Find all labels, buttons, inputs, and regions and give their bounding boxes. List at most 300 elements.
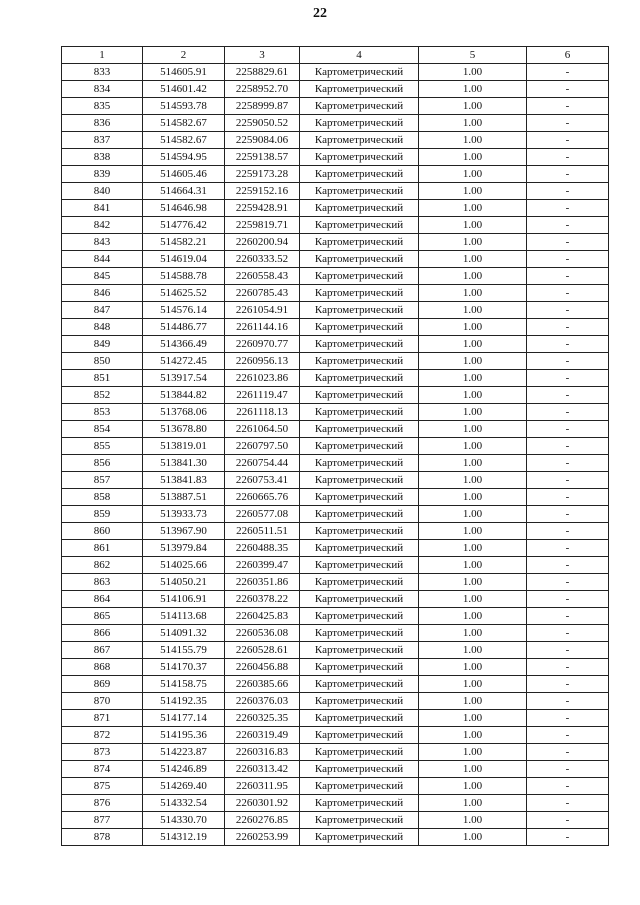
table-row — [62, 200, 609, 217]
table-row — [62, 574, 609, 591]
note-cell: - — [527, 574, 609, 591]
table-row — [62, 438, 609, 455]
method-cell: Картометрический — [300, 319, 419, 336]
note-cell: - — [527, 268, 609, 285]
method-cell: Картометрический — [300, 421, 419, 438]
method-cell: Картометрический — [300, 336, 419, 353]
point-number-cell: 864 — [62, 591, 143, 608]
x-coordinate-cell: 514588.78 — [143, 268, 225, 285]
table-row — [62, 217, 609, 234]
accuracy-cell: 1.00 — [419, 387, 527, 404]
accuracy-cell: 1.00 — [419, 727, 527, 744]
method-cell: Картометрический — [300, 625, 419, 642]
y-coordinate-cell: 2260325.35 — [225, 710, 300, 727]
point-number-cell: 854 — [62, 421, 143, 438]
table-row — [62, 132, 609, 149]
note-cell: - — [527, 744, 609, 761]
y-coordinate-cell: 2260276.85 — [225, 812, 300, 829]
y-coordinate-cell: 2260319.49 — [225, 727, 300, 744]
table-row — [62, 540, 609, 557]
note-cell: - — [527, 319, 609, 336]
point-number-cell: 876 — [62, 795, 143, 812]
y-coordinate-cell: 2260313.42 — [225, 761, 300, 778]
x-coordinate-cell: 513678.80 — [143, 421, 225, 438]
note-cell: - — [527, 421, 609, 438]
x-coordinate-cell: 513768.06 — [143, 404, 225, 421]
method-cell: Картометрический — [300, 285, 419, 302]
note-cell: - — [527, 812, 609, 829]
y-coordinate-cell: 2261054.91 — [225, 302, 300, 319]
method-cell: Картометрический — [300, 438, 419, 455]
x-coordinate-cell: 514106.91 — [143, 591, 225, 608]
y-coordinate-cell: 2258952.70 — [225, 81, 300, 98]
x-coordinate-cell: 514582.67 — [143, 115, 225, 132]
accuracy-cell: 1.00 — [419, 132, 527, 149]
table-row — [62, 370, 609, 387]
y-coordinate-cell: 2259050.52 — [225, 115, 300, 132]
column-header: 3 — [225, 47, 300, 64]
note-cell: - — [527, 404, 609, 421]
method-cell: Картометрический — [300, 744, 419, 761]
note-cell: - — [527, 727, 609, 744]
note-cell: - — [527, 506, 609, 523]
method-cell: Картометрический — [300, 302, 419, 319]
method-cell: Картометрический — [300, 132, 419, 149]
accuracy-cell: 1.00 — [419, 336, 527, 353]
point-number-cell: 859 — [62, 506, 143, 523]
x-coordinate-cell: 514582.21 — [143, 234, 225, 251]
x-coordinate-cell: 514158.75 — [143, 676, 225, 693]
column-header: 2 — [143, 47, 225, 64]
note-cell: - — [527, 676, 609, 693]
table-row — [62, 472, 609, 489]
y-coordinate-cell: 2260378.22 — [225, 591, 300, 608]
point-number-cell: 838 — [62, 149, 143, 166]
x-coordinate-cell: 514594.95 — [143, 149, 225, 166]
method-cell: Картометрический — [300, 778, 419, 795]
x-coordinate-cell: 514025.66 — [143, 557, 225, 574]
table-row — [62, 336, 609, 353]
y-coordinate-cell: 2260311.95 — [225, 778, 300, 795]
point-number-cell: 866 — [62, 625, 143, 642]
note-cell: - — [527, 98, 609, 115]
method-cell: Картометрический — [300, 404, 419, 421]
point-number-cell: 861 — [62, 540, 143, 557]
method-cell: Картометрический — [300, 98, 419, 115]
method-cell: Картометрический — [300, 489, 419, 506]
y-coordinate-cell: 2261023.86 — [225, 370, 300, 387]
method-cell: Картометрический — [300, 693, 419, 710]
table-row — [62, 506, 609, 523]
table-row — [62, 829, 609, 846]
point-number-cell: 839 — [62, 166, 143, 183]
note-cell: - — [527, 353, 609, 370]
method-cell: Картометрический — [300, 183, 419, 200]
method-cell: Картометрический — [300, 472, 419, 489]
note-cell: - — [527, 710, 609, 727]
table-row — [62, 234, 609, 251]
accuracy-cell: 1.00 — [419, 693, 527, 710]
y-coordinate-cell: 2260316.83 — [225, 744, 300, 761]
y-coordinate-cell: 2260785.43 — [225, 285, 300, 302]
accuracy-cell: 1.00 — [419, 574, 527, 591]
point-number-cell: 836 — [62, 115, 143, 132]
table-row — [62, 625, 609, 642]
note-cell: - — [527, 489, 609, 506]
y-coordinate-cell: 2260385.66 — [225, 676, 300, 693]
accuracy-cell: 1.00 — [419, 557, 527, 574]
point-number-cell: 850 — [62, 353, 143, 370]
note-cell: - — [527, 132, 609, 149]
method-cell: Картометрический — [300, 217, 419, 234]
x-coordinate-cell: 514091.32 — [143, 625, 225, 642]
y-coordinate-cell: 2261144.16 — [225, 319, 300, 336]
coordinates-table — [61, 46, 609, 846]
method-cell: Картометрический — [300, 115, 419, 132]
accuracy-cell: 1.00 — [419, 591, 527, 608]
table-row — [62, 710, 609, 727]
table-row — [62, 302, 609, 319]
note-cell: - — [527, 455, 609, 472]
method-cell: Картометрический — [300, 234, 419, 251]
point-number-cell: 847 — [62, 302, 143, 319]
accuracy-cell: 1.00 — [419, 285, 527, 302]
method-cell: Картометрический — [300, 812, 419, 829]
y-coordinate-cell: 2260425.83 — [225, 608, 300, 625]
table-row — [62, 693, 609, 710]
table-row — [62, 557, 609, 574]
table-row — [62, 353, 609, 370]
note-cell: - — [527, 370, 609, 387]
method-cell: Картометрический — [300, 387, 419, 404]
x-coordinate-cell: 513841.83 — [143, 472, 225, 489]
note-cell: - — [527, 523, 609, 540]
note-cell: - — [527, 693, 609, 710]
accuracy-cell: 1.00 — [419, 812, 527, 829]
note-cell: - — [527, 81, 609, 98]
method-cell: Картометрический — [300, 557, 419, 574]
table-row — [62, 523, 609, 540]
accuracy-cell: 1.00 — [419, 744, 527, 761]
accuracy-cell: 1.00 — [419, 217, 527, 234]
accuracy-cell: 1.00 — [419, 81, 527, 98]
accuracy-cell: 1.00 — [419, 302, 527, 319]
y-coordinate-cell: 2261118.13 — [225, 404, 300, 421]
x-coordinate-cell: 514223.87 — [143, 744, 225, 761]
method-cell: Картометрический — [300, 251, 419, 268]
column-header: 1 — [62, 47, 143, 64]
note-cell: - — [527, 302, 609, 319]
table-row — [62, 421, 609, 438]
table-row — [62, 608, 609, 625]
method-cell: Картометрический — [300, 268, 419, 285]
column-header: 5 — [419, 47, 527, 64]
x-coordinate-cell: 514605.46 — [143, 166, 225, 183]
y-coordinate-cell: 2259138.57 — [225, 149, 300, 166]
note-cell: - — [527, 472, 609, 489]
x-coordinate-cell: 513844.82 — [143, 387, 225, 404]
accuracy-cell: 1.00 — [419, 472, 527, 489]
accuracy-cell: 1.00 — [419, 149, 527, 166]
accuracy-cell: 1.00 — [419, 421, 527, 438]
point-number-cell: 857 — [62, 472, 143, 489]
point-number-cell: 860 — [62, 523, 143, 540]
y-coordinate-cell: 2260301.92 — [225, 795, 300, 812]
accuracy-cell: 1.00 — [419, 64, 527, 81]
note-cell: - — [527, 659, 609, 676]
accuracy-cell: 1.00 — [419, 438, 527, 455]
note-cell: - — [527, 591, 609, 608]
table-row — [62, 149, 609, 166]
method-cell: Картометрический — [300, 64, 419, 81]
note-cell: - — [527, 234, 609, 251]
point-number-cell: 868 — [62, 659, 143, 676]
point-number-cell: 863 — [62, 574, 143, 591]
accuracy-cell: 1.00 — [419, 540, 527, 557]
x-coordinate-cell: 513979.84 — [143, 540, 225, 557]
x-coordinate-cell: 514619.04 — [143, 251, 225, 268]
accuracy-cell: 1.00 — [419, 659, 527, 676]
y-coordinate-cell: 2260558.43 — [225, 268, 300, 285]
point-number-cell: 846 — [62, 285, 143, 302]
y-coordinate-cell: 2260399.47 — [225, 557, 300, 574]
x-coordinate-cell: 514272.45 — [143, 353, 225, 370]
y-coordinate-cell: 2260200.94 — [225, 234, 300, 251]
y-coordinate-cell: 2259152.16 — [225, 183, 300, 200]
x-coordinate-cell: 514601.42 — [143, 81, 225, 98]
y-coordinate-cell: 2260754.44 — [225, 455, 300, 472]
method-cell: Картометрический — [300, 540, 419, 557]
point-number-cell: 862 — [62, 557, 143, 574]
table-row — [62, 404, 609, 421]
y-coordinate-cell: 2260956.13 — [225, 353, 300, 370]
x-coordinate-cell: 514155.79 — [143, 642, 225, 659]
accuracy-cell: 1.00 — [419, 183, 527, 200]
note-cell: - — [527, 540, 609, 557]
note-cell: - — [527, 251, 609, 268]
table-header — [62, 47, 609, 64]
point-number-cell: 845 — [62, 268, 143, 285]
x-coordinate-cell: 514246.89 — [143, 761, 225, 778]
accuracy-cell: 1.00 — [419, 710, 527, 727]
x-coordinate-cell: 514192.35 — [143, 693, 225, 710]
point-number-cell: 869 — [62, 676, 143, 693]
method-cell: Картометрический — [300, 166, 419, 183]
note-cell: - — [527, 64, 609, 81]
point-number-cell: 865 — [62, 608, 143, 625]
point-number-cell: 856 — [62, 455, 143, 472]
table-row — [62, 455, 609, 472]
accuracy-cell: 1.00 — [419, 353, 527, 370]
y-coordinate-cell: 2259819.71 — [225, 217, 300, 234]
y-coordinate-cell: 2261064.50 — [225, 421, 300, 438]
point-number-cell: 855 — [62, 438, 143, 455]
point-number-cell: 875 — [62, 778, 143, 795]
accuracy-cell: 1.00 — [419, 795, 527, 812]
y-coordinate-cell: 2260333.52 — [225, 251, 300, 268]
y-coordinate-cell: 2259084.06 — [225, 132, 300, 149]
point-number-cell: 871 — [62, 710, 143, 727]
note-cell: - — [527, 438, 609, 455]
method-cell: Картометрический — [300, 523, 419, 540]
x-coordinate-cell: 514050.21 — [143, 574, 225, 591]
accuracy-cell: 1.00 — [419, 98, 527, 115]
point-number-cell: 873 — [62, 744, 143, 761]
x-coordinate-cell: 514113.68 — [143, 608, 225, 625]
table-row — [62, 251, 609, 268]
method-cell: Картометрический — [300, 149, 419, 166]
point-number-cell: 878 — [62, 829, 143, 846]
y-coordinate-cell: 2258829.61 — [225, 64, 300, 81]
accuracy-cell: 1.00 — [419, 370, 527, 387]
x-coordinate-cell: 514664.31 — [143, 183, 225, 200]
x-coordinate-cell: 514646.98 — [143, 200, 225, 217]
column-header: 6 — [527, 47, 609, 64]
x-coordinate-cell: 514177.14 — [143, 710, 225, 727]
accuracy-cell: 1.00 — [419, 523, 527, 540]
note-cell: - — [527, 795, 609, 812]
point-number-cell: 853 — [62, 404, 143, 421]
table-row — [62, 642, 609, 659]
note-cell: - — [527, 115, 609, 132]
accuracy-cell: 1.00 — [419, 404, 527, 421]
point-number-cell: 867 — [62, 642, 143, 659]
point-number-cell: 849 — [62, 336, 143, 353]
table-row — [62, 761, 609, 778]
x-coordinate-cell: 514605.91 — [143, 64, 225, 81]
y-coordinate-cell: 2258999.87 — [225, 98, 300, 115]
x-coordinate-cell: 513887.51 — [143, 489, 225, 506]
method-cell: Картометрический — [300, 81, 419, 98]
x-coordinate-cell: 514269.40 — [143, 778, 225, 795]
accuracy-cell: 1.00 — [419, 778, 527, 795]
table-row — [62, 727, 609, 744]
point-number-cell: 848 — [62, 319, 143, 336]
x-coordinate-cell: 514170.37 — [143, 659, 225, 676]
method-cell: Картометрический — [300, 727, 419, 744]
method-cell: Картометрический — [300, 761, 419, 778]
x-coordinate-cell: 514625.52 — [143, 285, 225, 302]
table-row — [62, 778, 609, 795]
note-cell: - — [527, 387, 609, 404]
y-coordinate-cell: 2259173.28 — [225, 166, 300, 183]
note-cell: - — [527, 285, 609, 302]
accuracy-cell: 1.00 — [419, 489, 527, 506]
accuracy-cell: 1.00 — [419, 625, 527, 642]
x-coordinate-cell: 514312.19 — [143, 829, 225, 846]
table-row — [62, 659, 609, 676]
accuracy-cell: 1.00 — [419, 506, 527, 523]
y-coordinate-cell: 2260511.51 — [225, 523, 300, 540]
note-cell: - — [527, 761, 609, 778]
y-coordinate-cell: 2260488.35 — [225, 540, 300, 557]
table-row — [62, 166, 609, 183]
table-row — [62, 744, 609, 761]
point-number-cell: 874 — [62, 761, 143, 778]
x-coordinate-cell: 514582.67 — [143, 132, 225, 149]
note-cell: - — [527, 217, 609, 234]
note-cell: - — [527, 557, 609, 574]
page-number: 22 — [313, 6, 327, 21]
y-coordinate-cell: 2260970.77 — [225, 336, 300, 353]
x-coordinate-cell: 514486.77 — [143, 319, 225, 336]
y-coordinate-cell: 2260528.61 — [225, 642, 300, 659]
y-coordinate-cell: 2260351.86 — [225, 574, 300, 591]
point-number-cell: 870 — [62, 693, 143, 710]
table-row — [62, 115, 609, 132]
method-cell: Картометрический — [300, 659, 419, 676]
table-row — [62, 676, 609, 693]
table-row — [62, 64, 609, 81]
point-number-cell: 841 — [62, 200, 143, 217]
note-cell: - — [527, 625, 609, 642]
x-coordinate-cell: 513841.30 — [143, 455, 225, 472]
header-row — [62, 47, 609, 64]
accuracy-cell: 1.00 — [419, 251, 527, 268]
x-coordinate-cell: 514332.54 — [143, 795, 225, 812]
point-number-cell: 852 — [62, 387, 143, 404]
point-number-cell: 844 — [62, 251, 143, 268]
point-number-cell: 833 — [62, 64, 143, 81]
method-cell: Картометрический — [300, 608, 419, 625]
accuracy-cell: 1.00 — [419, 115, 527, 132]
point-number-cell: 843 — [62, 234, 143, 251]
y-coordinate-cell: 2260536.08 — [225, 625, 300, 642]
method-cell: Картометрический — [300, 574, 419, 591]
note-cell: - — [527, 336, 609, 353]
note-cell: - — [527, 608, 609, 625]
accuracy-cell: 1.00 — [419, 200, 527, 217]
table-row — [62, 387, 609, 404]
table-row — [62, 319, 609, 336]
accuracy-cell: 1.00 — [419, 234, 527, 251]
table-row — [62, 98, 609, 115]
x-coordinate-cell: 514593.78 — [143, 98, 225, 115]
method-cell: Картометрический — [300, 353, 419, 370]
point-number-cell: 835 — [62, 98, 143, 115]
y-coordinate-cell: 2261119.47 — [225, 387, 300, 404]
y-coordinate-cell: 2259428.91 — [225, 200, 300, 217]
method-cell: Картометрический — [300, 200, 419, 217]
method-cell: Картометрический — [300, 370, 419, 387]
method-cell: Картометрический — [300, 455, 419, 472]
x-coordinate-cell: 513967.90 — [143, 523, 225, 540]
point-number-cell: 872 — [62, 727, 143, 744]
table-row — [62, 268, 609, 285]
y-coordinate-cell: 2260376.03 — [225, 693, 300, 710]
y-coordinate-cell: 2260665.76 — [225, 489, 300, 506]
table-row — [62, 285, 609, 302]
note-cell: - — [527, 183, 609, 200]
x-coordinate-cell: 514776.42 — [143, 217, 225, 234]
method-cell: Картометрический — [300, 829, 419, 846]
point-number-cell: 837 — [62, 132, 143, 149]
x-coordinate-cell: 514576.14 — [143, 302, 225, 319]
column-header: 4 — [300, 47, 419, 64]
note-cell: - — [527, 778, 609, 795]
point-number-cell: 834 — [62, 81, 143, 98]
y-coordinate-cell: 2260456.88 — [225, 659, 300, 676]
method-cell: Картометрический — [300, 642, 419, 659]
x-coordinate-cell: 513933.73 — [143, 506, 225, 523]
x-coordinate-cell: 514366.49 — [143, 336, 225, 353]
note-cell: - — [527, 166, 609, 183]
note-cell: - — [527, 642, 609, 659]
accuracy-cell: 1.00 — [419, 268, 527, 285]
table-body — [62, 64, 609, 846]
point-number-cell: 851 — [62, 370, 143, 387]
table-row — [62, 812, 609, 829]
